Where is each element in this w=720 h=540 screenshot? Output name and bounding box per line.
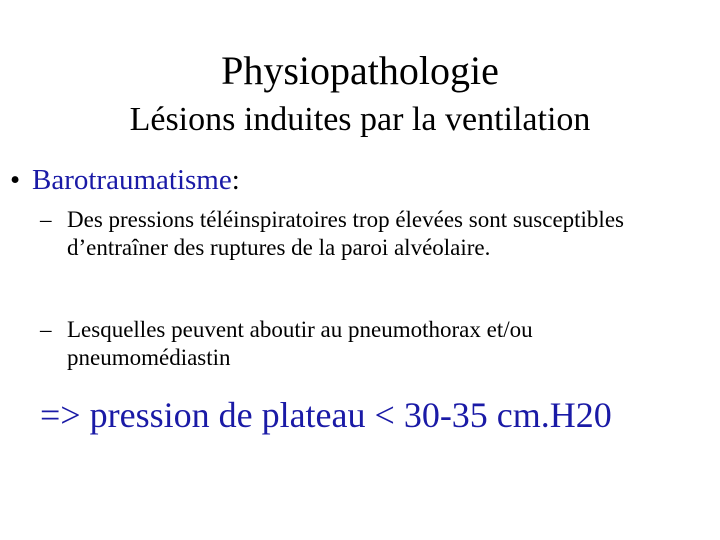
sub-item-text: Des pressions téléinspiratoires trop élevées sont susceptibles d’entraîner des ruptures de la paroi alvéolaire. [67, 207, 624, 260]
conclusion-text: => pression de plateau < 30-35 cm.H20 [40, 395, 612, 435]
bullet-colon: : [231, 164, 240, 196]
bullet-item [10, 160, 240, 200]
bullet-term: Barotraumatisme [32, 164, 232, 196]
sub-item-text: Lesquelles peuvent aboutir au pneumothorax et/ou pneumomédiastin [67, 317, 533, 370]
slide-subtitle: Lésions induites par la ventilation [129, 101, 591, 138]
bullet-marker: • [10, 164, 21, 196]
sub-item [40, 316, 660, 372]
dash-marker: – [40, 207, 52, 232]
sub-item [40, 206, 660, 262]
slide-title: Physiopathologie [221, 48, 499, 93]
dash-marker: – [40, 317, 52, 342]
